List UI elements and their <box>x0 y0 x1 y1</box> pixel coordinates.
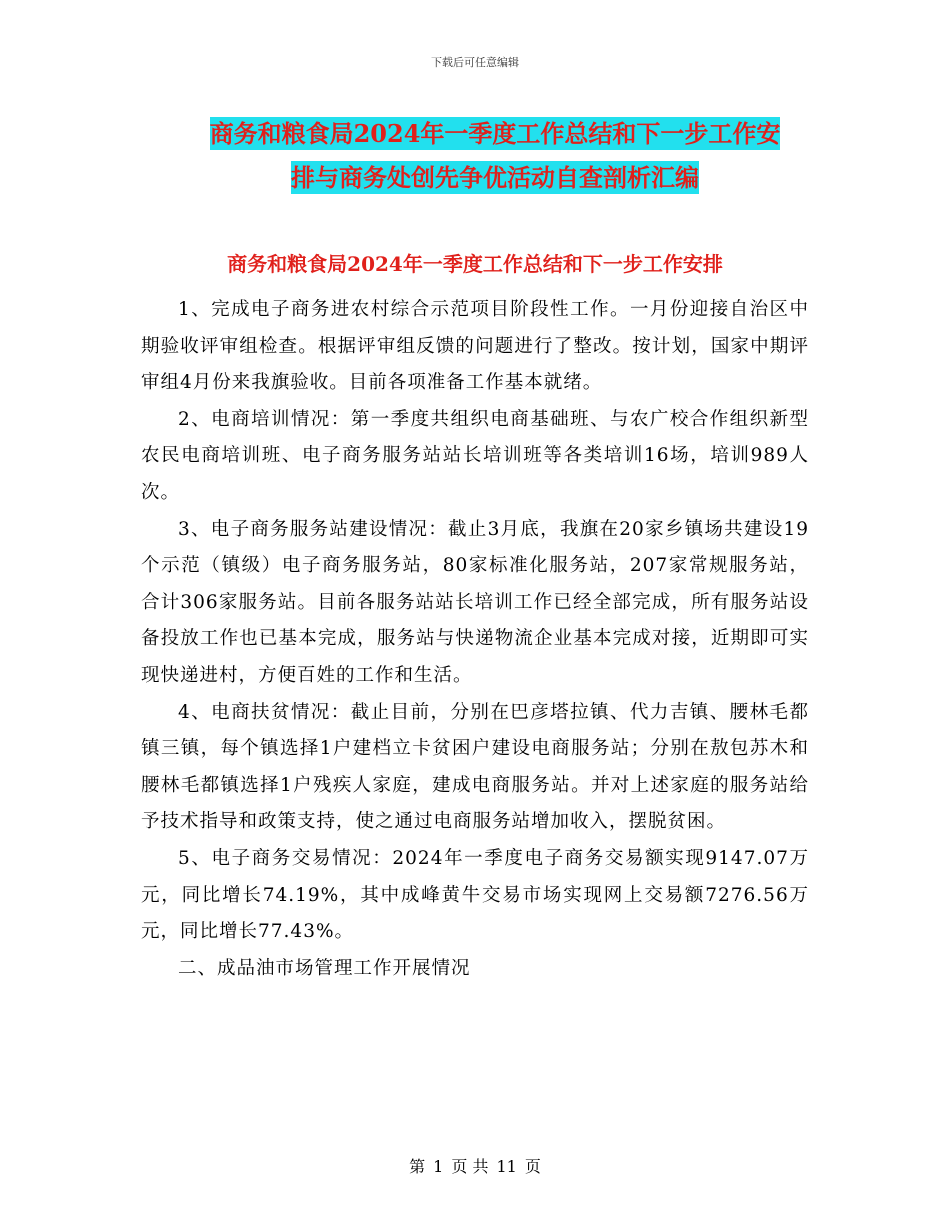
footer-total-pages: 11 <box>496 1157 517 1176</box>
footer-page-number: 1 <box>433 1157 444 1176</box>
paragraph-6: 二、成品油市场管理工作开展情况 <box>178 957 471 979</box>
paragraph-3: 3、电子商务服务站建设情况：截止3月底，我旗在20家乡镇场共建设19个示范（镇级）电子商务服务站，80家标准化服务站，207家常规服务站，合计306家服务站。目前各服务站站长培训工作已经全部完成，所有服务站设备投放工作也已基本完成，服务站与快递物流企业基本完成对接，近期即可实现快递进村，方便百姓的工作和生活。 <box>141 518 809 686</box>
document-title-line-2: 排与商务处创先争优活动自查剖析汇编 <box>291 163 699 192</box>
footer-middle: 页 共 <box>451 1157 489 1176</box>
paragraph-1: 1、完成电子商务进农村综合示范项目阶段性工作。一月份迎接自治区中期验收评审组检查。根据评审组反馈的问题进行了整改。按计划，国家中期评审组4月份来我旗验收。目前各项准备工作基本就绪。 <box>141 299 809 394</box>
paragraph-4: 4、电商扶贫情况：截止目前，分别在巴彦塔拉镇、代力吉镇、腰林毛都镇三镇，每个镇选择1户建档立卡贫困户建设电商服务站；分别在敖包苏木和腰林毛都镇选择1户残疾人家庭，建成电商服务站。并对上述家庭的服务站给予技术指导和政策支持，使之通过电商服务站增加收入，摆脱贫困。 <box>141 701 809 833</box>
paragraph-2: 2、电商培训情况：第一季度共组织电商基础班、与农广校合作组织新型农民电商培训班、电子商务服务站站长培训班等各类培训16场，培训989人次。 <box>141 408 809 503</box>
footer-suffix: 页 <box>524 1157 541 1176</box>
document-title-line-1: 商务和粮食局2024年一季度工作总结和下一步工作安 <box>209 119 781 148</box>
header-note: 下载后可任意编辑 <box>431 56 519 69</box>
document-title <box>150 112 840 200</box>
paragraph-5: 5、电子商务交易情况：2024年一季度电子商务交易额实现9147.07万元，同比增长74.19%，其中成峰黄牛交易市场实现网上交易额7276.56万元，同比增长77.43%。 <box>141 847 809 943</box>
footer-prefix: 第 <box>409 1157 426 1176</box>
section-title: 商务和粮食局2024年一季度工作总结和下一步工作安排 <box>227 252 723 276</box>
page-footer <box>0 1154 950 1177</box>
document-body <box>141 292 809 987</box>
